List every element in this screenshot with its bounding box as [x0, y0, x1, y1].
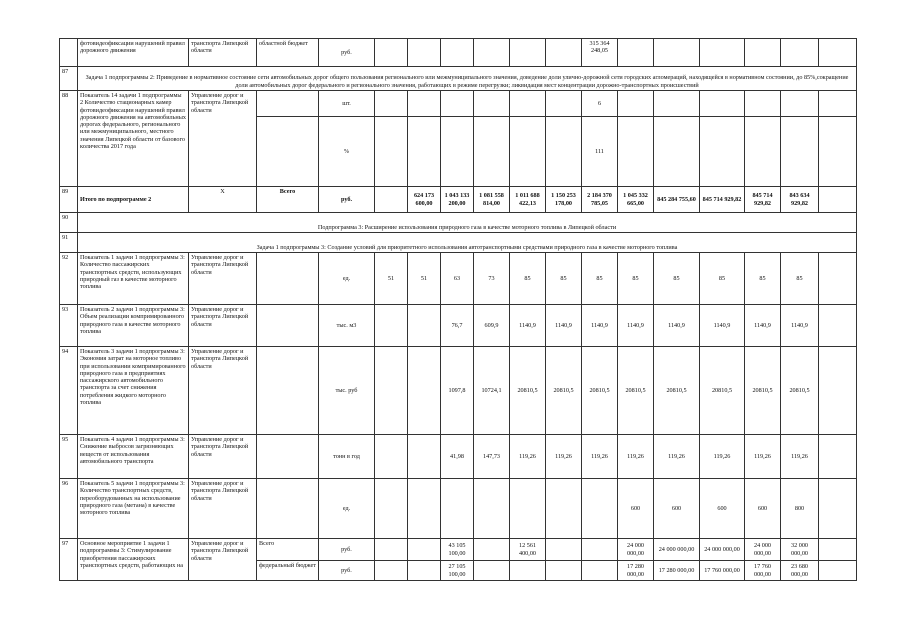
- value-cell: 6: [582, 91, 618, 117]
- table-row: [60, 91, 857, 117]
- value-cell: [618, 39, 654, 67]
- row-number-cell: 94: [60, 347, 78, 435]
- value-cell: 119,26: [654, 435, 700, 479]
- value-cell: [546, 561, 582, 581]
- row-number-cell: 97: [60, 539, 78, 581]
- value-cell: [618, 91, 654, 117]
- row-number-cell: [60, 39, 78, 67]
- indicator-cell: Итого по подпрограмме 2: [78, 187, 189, 213]
- value-cell: 20810,5: [700, 347, 745, 435]
- funding-source-cell: федеральный бюджет: [257, 561, 319, 581]
- indicator-cell: Показатель 1 задачи 1 подпрограммы 3: Количество пассажирских транспортных средств, использующих природный газ в качестве моторного топлива: [78, 253, 189, 305]
- value-cell: [408, 39, 441, 67]
- value-cell: 2 184 370 785,05: [582, 187, 618, 213]
- value-cell: [375, 117, 408, 187]
- value-cell: 624 173 600,00: [408, 187, 441, 213]
- value-cell: 51: [375, 253, 408, 305]
- value-cell: [819, 479, 857, 539]
- table-row: [60, 347, 857, 435]
- responsible-cell: Х: [189, 187, 257, 213]
- unit-cell: руб.: [319, 187, 375, 213]
- value-cell: [745, 117, 781, 187]
- value-cell: 119,26: [700, 435, 745, 479]
- funding-source-cell: [257, 253, 319, 305]
- value-cell: 24 000 000,00: [700, 539, 745, 561]
- value-cell: 111: [582, 117, 618, 187]
- value-cell: 41,98: [441, 435, 474, 479]
- value-cell: 24 000 000,00: [654, 539, 700, 561]
- value-cell: [441, 479, 474, 539]
- value-cell: [375, 539, 408, 561]
- value-cell: 20810,5: [546, 347, 582, 435]
- value-cell: [408, 561, 441, 581]
- task-heading: Задача 1 подпрограммы 2: Приведение в нормативное состояние сети автомобильных дорог общего пользования регионального или межмуниципального значения, доведение доли улично-дорожной сети городских агломераций, находящейся в нормативном состоянии, до 85%,сокращение доли автомобильных дорог федерального и регионального значения, работающих в режиме перегрузки; ликвидация мест концентрации дорожно-транспортных происшествий: [78, 67, 857, 91]
- value-cell: 1140,9: [618, 305, 654, 347]
- value-cell: [582, 561, 618, 581]
- row-number-cell: 91: [60, 233, 78, 253]
- value-cell: [745, 39, 781, 67]
- value-cell: [546, 479, 582, 539]
- task-heading: Задача 1 подпрограммы 3: Создание условий для приоритетного использования автотранспортными средствами природного газа в качестве моторного топлива: [78, 233, 857, 253]
- value-cell: [546, 539, 582, 561]
- responsible-cell: Управление дорог и транспорта Липецкой области: [189, 435, 257, 479]
- value-cell: [618, 117, 654, 187]
- value-cell: 85: [654, 253, 700, 305]
- value-cell: [408, 479, 441, 539]
- value-cell: 20810,5: [745, 347, 781, 435]
- value-cell: [408, 117, 441, 187]
- responsible-cell: транспорта Липецкой области: [189, 39, 257, 67]
- value-cell: 843 634 929,82: [781, 187, 819, 213]
- value-cell: [781, 91, 819, 117]
- value-cell: 63: [441, 253, 474, 305]
- value-cell: 1140,9: [654, 305, 700, 347]
- value-cell: [700, 117, 745, 187]
- table-row: [60, 39, 857, 67]
- value-cell: [582, 539, 618, 561]
- value-cell: [375, 347, 408, 435]
- indicator-cell: Показатель 5 задачи 1 подпрограммы 3: Количество транспортных средств, переоборудованных на использование природного газа (метана) в качестве моторного топлива: [78, 479, 189, 539]
- unit-cell: тыс. м3: [319, 305, 375, 347]
- value-cell: [375, 187, 408, 213]
- value-cell: [375, 91, 408, 117]
- value-cell: 23 680 000,00: [781, 561, 819, 581]
- value-cell: [819, 539, 857, 561]
- value-cell: 147,73: [474, 435, 510, 479]
- value-cell: [546, 91, 582, 117]
- funding-source-cell: [257, 347, 319, 435]
- responsible-cell: Управление дорог и транспорта Липецкой области: [189, 305, 257, 347]
- value-cell: 600: [654, 479, 700, 539]
- table-row: [60, 187, 857, 213]
- table-row: [60, 539, 857, 561]
- value-cell: [546, 117, 582, 187]
- value-cell: 600: [618, 479, 654, 539]
- row-number-cell: 87: [60, 67, 78, 91]
- value-cell: [819, 561, 857, 581]
- value-cell: [408, 435, 441, 479]
- indicator-cell: Показатель 14 задачи 1 подпрограммы 2 Количество стационарных камер фотовидеофиксации нарушений правил дорожного движения на автомобильных дорогах федерального, регионального или межмуниципального, местного значения Липецкой области от базового количества 2017 года: [78, 91, 189, 187]
- value-cell: 1140,9: [745, 305, 781, 347]
- value-cell: 119,26: [618, 435, 654, 479]
- value-cell: [745, 91, 781, 117]
- value-cell: [654, 117, 700, 187]
- value-cell: [474, 479, 510, 539]
- value-cell: 20810,5: [781, 347, 819, 435]
- value-cell: [819, 253, 857, 305]
- row-number-cell: 92: [60, 253, 78, 305]
- value-cell: 1 081 558 814,00: [474, 187, 510, 213]
- value-cell: 1140,9: [546, 305, 582, 347]
- value-cell: [819, 91, 857, 117]
- value-cell: 845 714 929,82: [745, 187, 781, 213]
- value-cell: [819, 435, 857, 479]
- unit-cell: тонн в год: [319, 435, 375, 479]
- table-row: [60, 253, 857, 305]
- value-cell: 85: [781, 253, 819, 305]
- unit-cell: руб.: [319, 39, 375, 67]
- value-cell: [819, 187, 857, 213]
- row-number-cell: 95: [60, 435, 78, 479]
- value-cell: [375, 39, 408, 67]
- value-cell: [781, 117, 819, 187]
- value-cell: [375, 561, 408, 581]
- value-cell: [474, 561, 510, 581]
- value-cell: [582, 479, 618, 539]
- funding-source-cell: [257, 479, 319, 539]
- value-cell: 76,7: [441, 305, 474, 347]
- value-cell: 845 284 755,60: [654, 187, 700, 213]
- funding-source-cell: [257, 435, 319, 479]
- program-table: [59, 38, 857, 581]
- responsible-cell: Управление дорог и транспорта Липецкой области: [189, 253, 257, 305]
- value-cell: 119,26: [582, 435, 618, 479]
- value-cell: 20810,5: [582, 347, 618, 435]
- value-cell: 1 011 688 422,13: [510, 187, 546, 213]
- table-row: [60, 435, 857, 479]
- value-cell: 17 280 000,00: [654, 561, 700, 581]
- funding-source-cell: областной бюджет: [257, 39, 319, 67]
- value-cell: [375, 435, 408, 479]
- value-cell: [474, 91, 510, 117]
- row-number-cell: 96: [60, 479, 78, 539]
- value-cell: [819, 39, 857, 67]
- value-cell: [474, 117, 510, 187]
- value-cell: [654, 91, 700, 117]
- indicator-cell: Основное мероприятие 1 задачи 1 подпрограммы 3: Стимулирование приобретения пассажирских транспортных средств, работающих на: [78, 539, 189, 581]
- value-cell: [408, 347, 441, 435]
- unit-cell: тыс. руб: [319, 347, 375, 435]
- funding-source-cell: [257, 305, 319, 347]
- value-cell: 12 561 400,00: [510, 539, 546, 561]
- value-cell: [654, 39, 700, 67]
- responsible-cell: Управление дорог и транспорта Липецкой области: [189, 347, 257, 435]
- table-row: [60, 305, 857, 347]
- value-cell: [510, 91, 546, 117]
- value-cell: 20810,5: [510, 347, 546, 435]
- value-cell: 10724,1: [474, 347, 510, 435]
- value-cell: 24 000 000,00: [618, 539, 654, 561]
- value-cell: 85: [582, 253, 618, 305]
- value-cell: 1 150 253 178,00: [546, 187, 582, 213]
- indicator-cell: фотовидеофиксации нарушений правил дорожного движения: [78, 39, 189, 67]
- value-cell: 20810,5: [618, 347, 654, 435]
- value-cell: [408, 305, 441, 347]
- indicator-cell: Показатель 4 задачи 1 подпрограммы 3: Снижение выбросов загрязняющих веществ от использования автомобильного транспорта: [78, 435, 189, 479]
- value-cell: 600: [745, 479, 781, 539]
- value-cell: [700, 91, 745, 117]
- table-row: [60, 213, 857, 233]
- funding-source-cell: Всего: [257, 187, 319, 213]
- value-cell: 600: [700, 479, 745, 539]
- value-cell: 85: [745, 253, 781, 305]
- table-row: [60, 479, 857, 539]
- indicator-cell: Показатель 3 задачи 1 подпрограммы 3: Экономия затрат на моторное топливо при использовании компримированного природного газа в предприятиях пассажирского автомобильного транспорта за счет снижения потребления жидкого моторного топлива: [78, 347, 189, 435]
- value-cell: 119,26: [781, 435, 819, 479]
- unit-cell: ед.: [319, 479, 375, 539]
- value-cell: 1140,9: [510, 305, 546, 347]
- value-cell: [375, 479, 408, 539]
- value-cell: 17 280 000,00: [618, 561, 654, 581]
- value-cell: [375, 305, 408, 347]
- value-cell: [441, 39, 474, 67]
- value-cell: 27 105 100,00: [441, 561, 474, 581]
- funding-source-cell: Всего: [257, 539, 319, 561]
- subprogram-heading: Подпрограмма 3: Расширение использования природного газа в качестве моторного топлива в Липецкой области: [78, 213, 857, 233]
- value-cell: 1 045 332 665,00: [618, 187, 654, 213]
- responsible-cell: Управление дорог и транспорта Липецкой области: [189, 479, 257, 539]
- indicator-cell: Показатель 2 задачи 1 подпрограммы 3: Объем реализации компримированного природного газа в качестве моторного топлива: [78, 305, 189, 347]
- value-cell: 315 364 248,05: [582, 39, 618, 67]
- value-cell: 73: [474, 253, 510, 305]
- value-cell: 17 760 000,00: [700, 561, 745, 581]
- value-cell: 17 760 000,00: [745, 561, 781, 581]
- value-cell: [781, 39, 819, 67]
- value-cell: [441, 91, 474, 117]
- responsible-cell: Управление дорог и транспорта Липецкой области: [189, 91, 257, 187]
- value-cell: [408, 539, 441, 561]
- value-cell: 85: [618, 253, 654, 305]
- value-cell: 1097,8: [441, 347, 474, 435]
- funding-source-cell: [257, 91, 319, 117]
- unit-cell: шт.: [319, 91, 375, 117]
- row-number-cell: 90: [60, 213, 78, 233]
- value-cell: [819, 117, 857, 187]
- value-cell: 1 043 133 200,00: [441, 187, 474, 213]
- value-cell: 43 105 100,00: [441, 539, 474, 561]
- value-cell: 51: [408, 253, 441, 305]
- value-cell: 1140,9: [781, 305, 819, 347]
- value-cell: 119,26: [546, 435, 582, 479]
- value-cell: 1140,9: [582, 305, 618, 347]
- value-cell: [510, 561, 546, 581]
- row-number-cell: 89: [60, 187, 78, 213]
- value-cell: [474, 39, 510, 67]
- value-cell: [546, 39, 582, 67]
- value-cell: [474, 539, 510, 561]
- unit-cell: ед.: [319, 253, 375, 305]
- unit-cell: руб.: [319, 539, 375, 561]
- value-cell: [510, 117, 546, 187]
- value-cell: 800: [781, 479, 819, 539]
- value-cell: 85: [700, 253, 745, 305]
- value-cell: 24 000 000,00: [745, 539, 781, 561]
- value-cell: [510, 39, 546, 67]
- value-cell: 32 000 000,00: [781, 539, 819, 561]
- table-row: [60, 67, 857, 91]
- value-cell: 119,26: [745, 435, 781, 479]
- value-cell: [408, 91, 441, 117]
- value-cell: 20810,5: [654, 347, 700, 435]
- value-cell: 845 714 929,82: [700, 187, 745, 213]
- value-cell: 85: [510, 253, 546, 305]
- row-number-cell: 88: [60, 91, 78, 187]
- value-cell: 85: [546, 253, 582, 305]
- value-cell: [441, 117, 474, 187]
- unit-cell: руб.: [319, 561, 375, 581]
- value-cell: [819, 347, 857, 435]
- value-cell: 609,9: [474, 305, 510, 347]
- value-cell: 1140,9: [700, 305, 745, 347]
- value-cell: [700, 39, 745, 67]
- row-number-cell: 93: [60, 305, 78, 347]
- table-row: [60, 233, 857, 253]
- value-cell: [510, 479, 546, 539]
- funding-source-cell: [257, 117, 319, 187]
- value-cell: [819, 305, 857, 347]
- value-cell: 119,26: [510, 435, 546, 479]
- responsible-cell: Управление дорог и транспорта Липецкой области: [189, 539, 257, 581]
- unit-cell: %: [319, 117, 375, 187]
